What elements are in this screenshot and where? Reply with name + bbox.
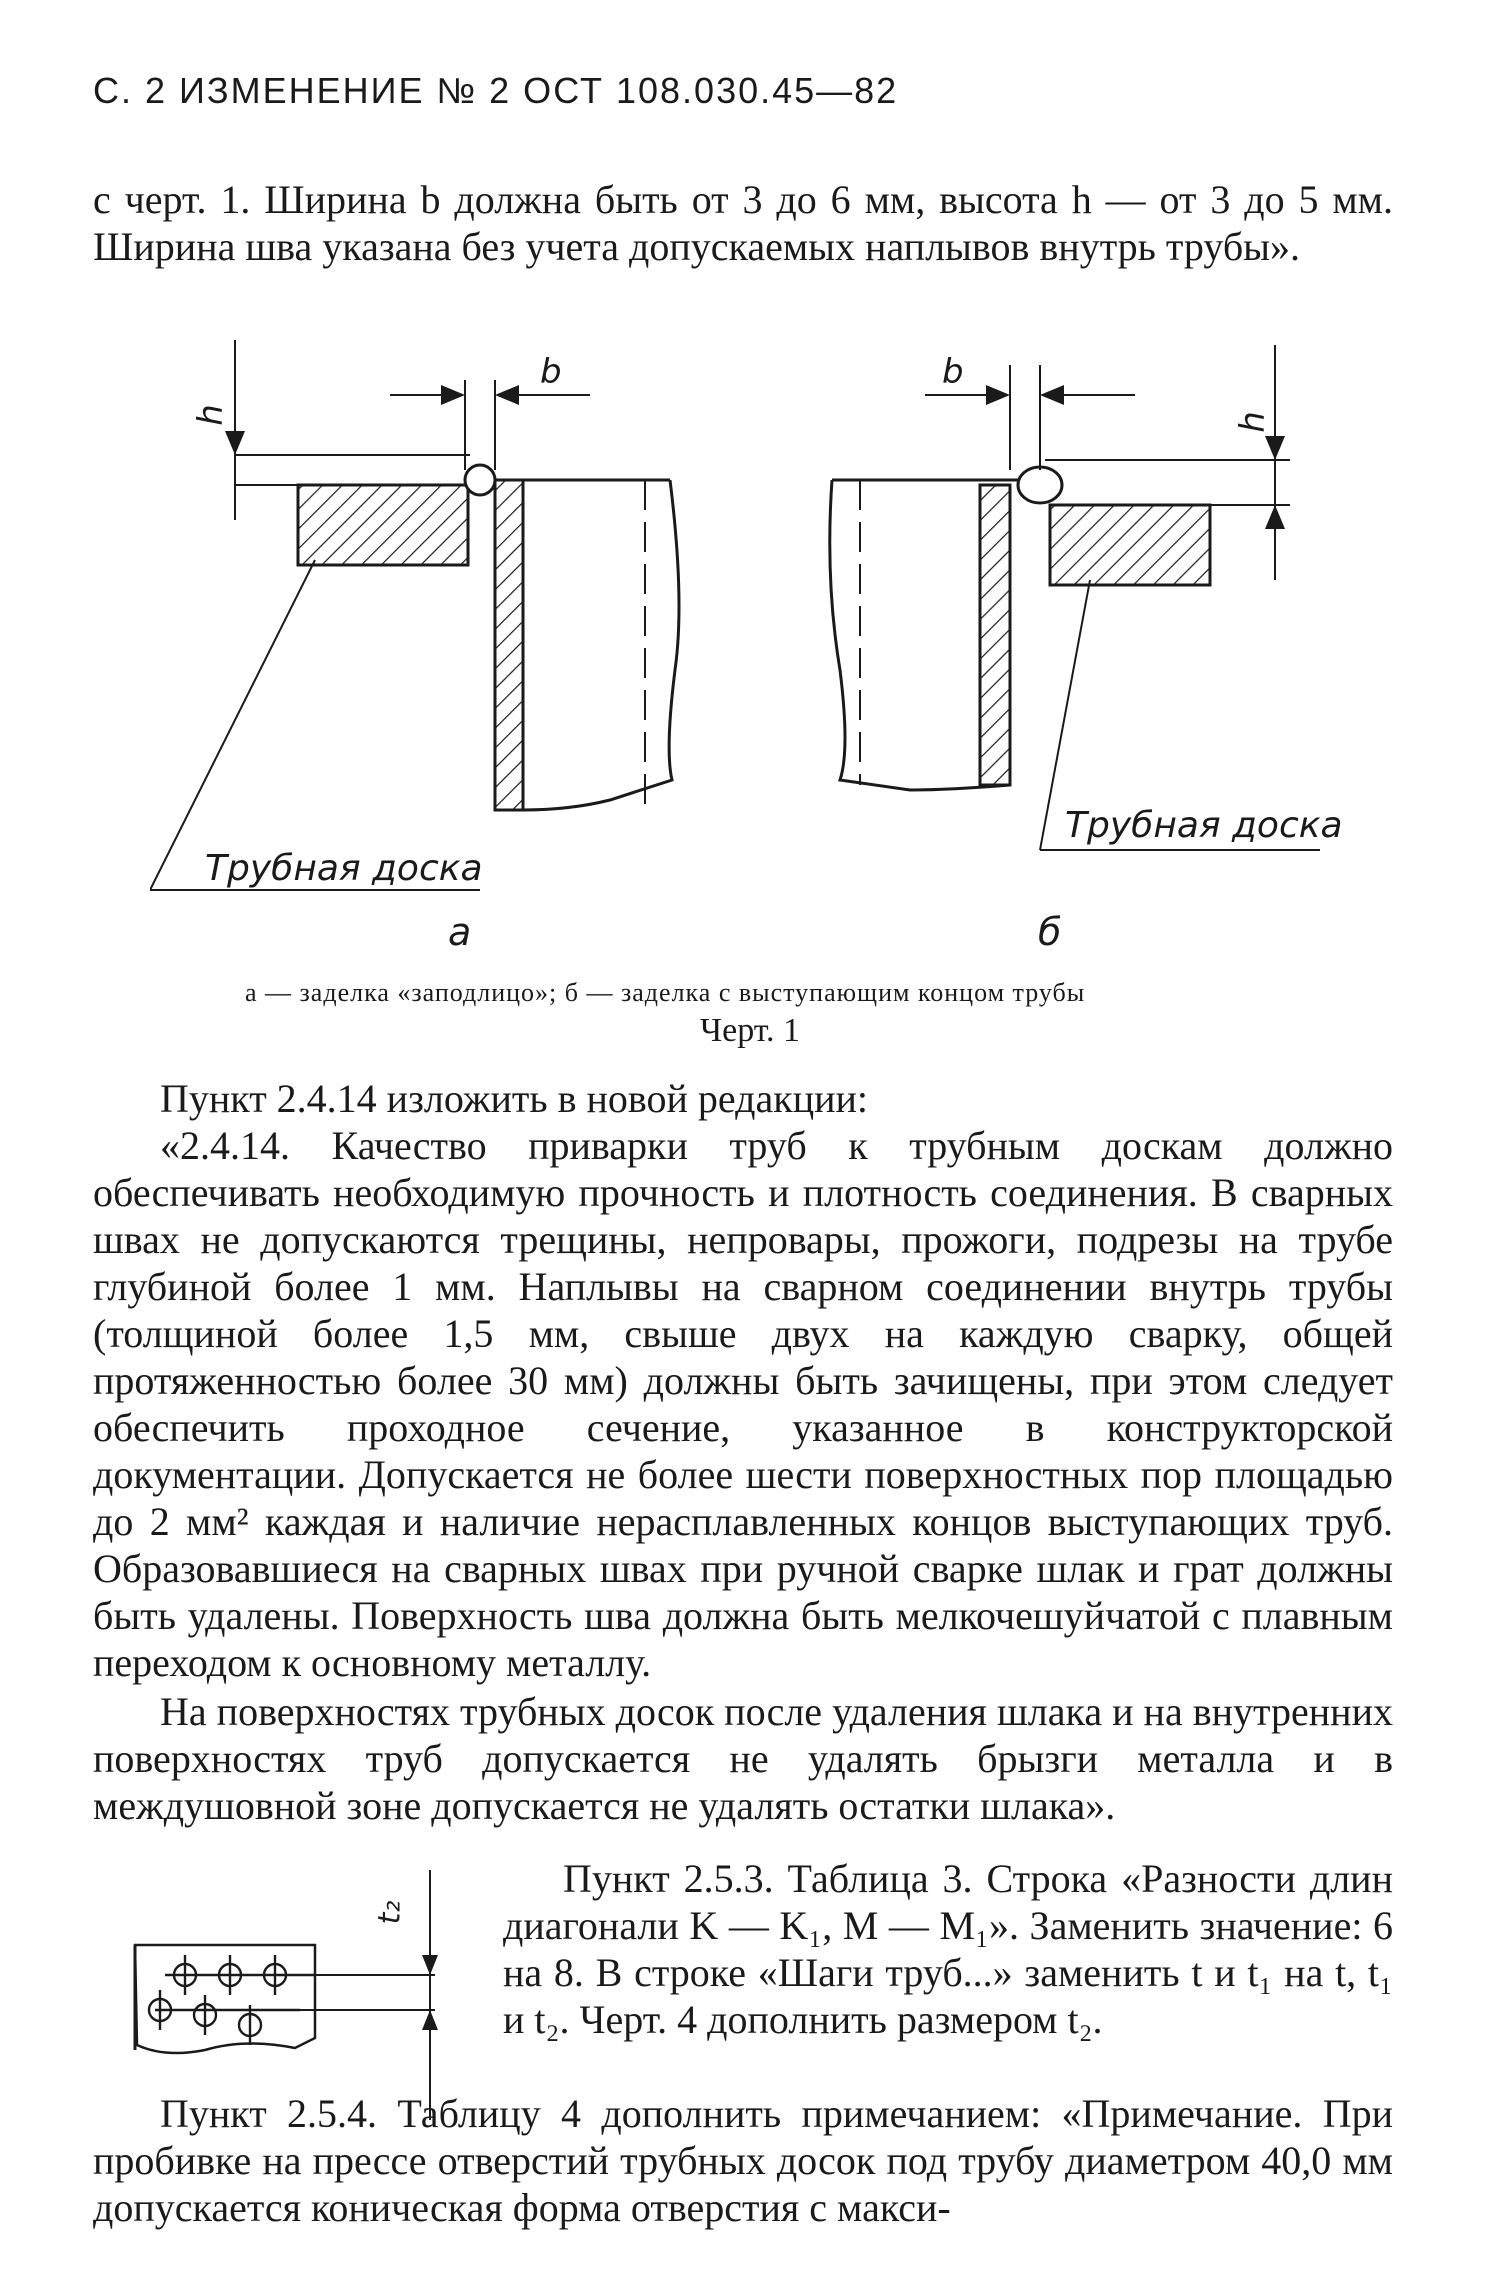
weld-b	[1018, 467, 1062, 503]
dim-b-b: b	[942, 352, 964, 392]
tube-wall-a	[495, 480, 523, 810]
para-2-4-14: «2.4.14. Качество приварки труб к трубным доскам должно обеспечивать необходимую прочность и плотность соединения. В сварных швах не допускаются трещины, непровары, прожоги, подрезы на трубе глубиной более 1 мм. Наплывы на сварном соединении внутрь трубы (толщиной более 1,5 мм, свыше двух на каждую сварку, общей протяженностью более 30 мм) должны быть зачищены, при этом следует обеспечить проходное сечение, указанное в конструкторской документации. Допускается не более шести поверхностных пор площадью до 2 мм² каждая и наличие нерасплавленных концов выступающих труб. Образовавшиеся на сварных швах при ручной сварке шлак и грат должны быть удалены. Поверхность шва должна быть мелкочешуйчатой с плавным переходом к основному металлу.	[93, 1123, 1393, 1685]
para-surfaces: На поверхностях трубных досок после удаления шлака и на внутренних поверхностях труб допускается не удалять брызги металла и в междушовной зоне допускается не удалять остатки шлака».	[93, 1689, 1393, 1828]
tube-wall-b	[980, 485, 1010, 785]
tube-sheet-label-a: Трубная доска	[205, 848, 483, 889]
dim-t2: t₂	[372, 1900, 408, 1925]
para-2-4-14-intro: Пункт 2.4.14 изложить в новой редакции:	[160, 1076, 869, 1121]
tube-sheet-b	[1050, 505, 1210, 585]
weld-a	[465, 465, 495, 495]
subfigure-label-a: а	[448, 910, 472, 954]
dim-h-a: h	[190, 404, 231, 426]
dim-h-b: h	[1232, 411, 1273, 433]
para-2-5-3: Пункт 2.5.3. Таблица 3. Строка «Разности длин диагонали K — K₁, M — M₁». Заменить значение: 6 на 8. В строке «Шаги труб...» заменить t и t₁ на t, t₁ и t₂. Черт. 4 дополнить размером t₂.	[503, 1856, 1393, 2042]
tube-sheet-a	[298, 485, 468, 565]
tube-sheet-label-b: Трубная доска	[1065, 805, 1343, 846]
page-header: С. 2 ИЗМЕНЕНИЕ № 2 ОСТ 108.030.45—82	[93, 70, 899, 111]
dim-b-a: b	[540, 352, 562, 392]
figure-1-caption: а — заделка «заподлицо»; б — заделка с выступающим концом трубы	[245, 978, 1086, 1007]
figure-1-title: Черт. 1	[700, 1012, 801, 1049]
intro-paragraph: с черт. 1. Ширина b должна быть от 3 до 6 мм, высота h — от 3 до 5 мм. Ширина шва указана без учета допускаемых наплывов внутрь трубы».	[93, 177, 1393, 269]
subfigure-label-b: б	[1038, 910, 1062, 954]
para-2-5-4: Пункт 2.5.4. Таблицу 4 дополнить примечанием: «Примечание. При пробивке на прессе отверстий трубных досок под трубу диаметром 40,0 мм допускается коническая форма отверстия с макси-	[93, 2091, 1393, 2230]
